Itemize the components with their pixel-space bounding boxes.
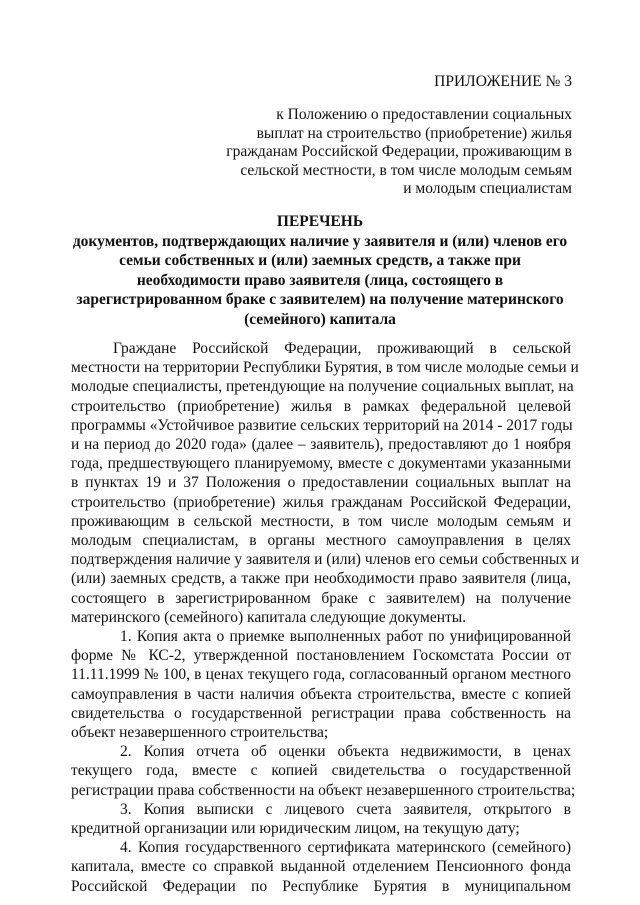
- intro-line: программы «Устойчивое развитие сельских территорий на 2014 - 2017 годы: [71, 416, 573, 434]
- annex-reference-line: к Положению о предоставлении социальных: [276, 106, 572, 123]
- list-item-3-line: 3. Копия выписки с лицевого счета заявителя, открытого в: [120, 800, 571, 818]
- intro-line: в пунктах 19 и 37 Положения о предоставлении социальных выплат на: [71, 474, 571, 492]
- intro-line: подтверждения наличие у заявителя и (или) членов его семьи собственных и: [71, 551, 580, 569]
- list-item-1-line: 11.11.1999 № 100, в ценах текущего года, согласованный органом местного: [71, 666, 571, 684]
- annex-reference-line: сельской местности, в том числе молодым семьям: [240, 161, 572, 179]
- intro-line: строительство (приобретение) жилья гражданам Российской Федерации,: [71, 493, 571, 511]
- intro-line: местности на территории Республики Бурятия, в том числе молодые семьи и: [71, 359, 579, 377]
- intro-line: материнского (семейного) капитала следующие документы.: [71, 608, 467, 626]
- list-item-3-line: кредитной организации или юридическим лицом, на текущую дату;: [71, 820, 520, 838]
- list-item-4-line: 4. Копия государственного сертификата материнского (семейного): [120, 839, 571, 857]
- list-item-2-line: 2. Копия отчета об оценки объекта недвижимости, в ценах: [120, 743, 571, 761]
- title-heading: ПЕРЕЧЕНЬ: [276, 213, 364, 230]
- intro-line: и на период до 2020 года» (далее – заявитель), предоставляют до 1 ноября: [71, 436, 571, 454]
- intro-line: проживающим в сельской местности, в том числе молодым семьям и: [71, 512, 571, 530]
- document-body: [71, 339, 580, 896]
- intro-line: состоящего в зарегистрированном браке с заявителем) на получение: [71, 589, 571, 607]
- annex-reference-line: и молодым специалистам: [403, 180, 572, 197]
- annex-reference: [226, 106, 572, 199]
- annex-reference-line: выплат на строительство (приобретение) жилья: [256, 124, 572, 142]
- intro-line: года, предшествующего планируемому, вместе с документами указанными: [71, 455, 571, 473]
- title-subtitle-line: зарегистрированном браке с заявителем) на получение материнского: [76, 291, 564, 308]
- list-item-1-line: свидетельства о государственной регистрации права собственность на: [71, 704, 571, 722]
- list-item-1-line: форме № КС-2, утвержденной постановлением Госкомстата России от: [71, 647, 571, 665]
- list-item-1-line: объект незавершенного строительства;: [71, 724, 329, 742]
- list-item-1-line: 1. Копия акта о приемке выполненных работ по унифицированной: [120, 628, 571, 646]
- title-subtitle-line: документов, подтверждающих наличие у заявителя и (или) членов его: [72, 232, 568, 250]
- list-item-4-line: Российской Федерации по Республике Бурятия в муниципальном: [71, 877, 571, 895]
- list-item-2-line: регистрации права собственности на объект незавершенного строительства;: [71, 781, 576, 799]
- intro-line: (или) заемных средств, а также при необходимости право заявителя (лица,: [71, 570, 571, 588]
- intro-line: молодым специалистам, в органы местного самоуправления в целях: [71, 532, 571, 550]
- intro-line: молодые специалисты, претендующие на получение социальных выплат, на: [71, 378, 574, 396]
- annex-number: ПРИЛОЖЕНИЕ № 3: [434, 73, 572, 90]
- document-title: [70, 212, 570, 329]
- annex-reference-line: гражданам Российской Федерации, проживающим в: [226, 143, 572, 160]
- title-subtitle-line: необходимости право заявителя (лица, состоящего в: [136, 271, 504, 289]
- list-item-1-line: самоуправления в части наличия объекта строительства, вместе с копией: [71, 685, 571, 703]
- intro-line: Граждане Российской Федерации, проживающий в сельской: [113, 340, 571, 357]
- title-subtitle-line: (семейного) капитала: [244, 310, 396, 328]
- list-item-2-line: текущего года, вместе с копией свидетельства о государственной: [71, 762, 571, 780]
- intro-line: строительство (приобретение) жилья в рамках федеральной целевой: [71, 397, 571, 415]
- title-subtitle-line: семьи собственных и (или) заемных средств, а также при: [119, 252, 521, 269]
- list-item-4-line: капитала, вместе со справкой выданной отделением Пенсионного фонда: [71, 858, 571, 876]
